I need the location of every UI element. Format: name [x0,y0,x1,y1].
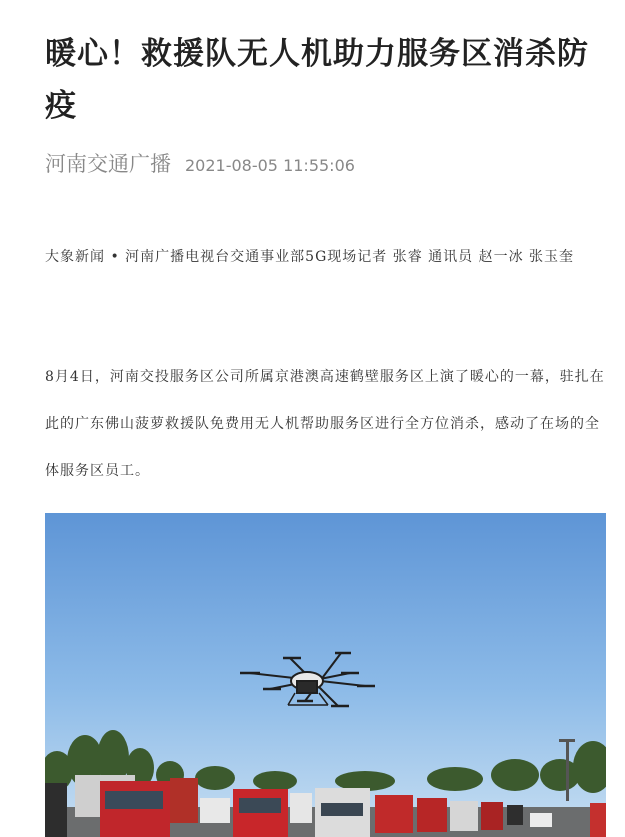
light-pole [566,741,569,801]
source-link[interactable]: 河南交通广播 [45,152,171,176]
drone-photo-illustration [45,513,606,837]
article-title: 暖心！救援队无人机助力服务区消杀防疫 [45,36,589,124]
article-photo[interactable] [45,513,606,837]
light-fixture [559,739,575,742]
article-paragraph: 8月4日，河南交投服务区公司所属京港澳高速鹤壁服务区上演了暖心的一幕，驻扎在此的广东佛山菠萝救援队免费用无人机帮助服务区进行全方位消杀，感动了在场的全体服务区员工。 [45,369,605,479]
article-meta [45,148,355,180]
publish-time: 2021-08-05 11:55:06 [185,156,355,175]
article-byline: 大象新闻 • 河南广播电视台交通事业部5G现场记者 张睿 通讯员 赵一冰 张玉奎 [45,249,575,265]
